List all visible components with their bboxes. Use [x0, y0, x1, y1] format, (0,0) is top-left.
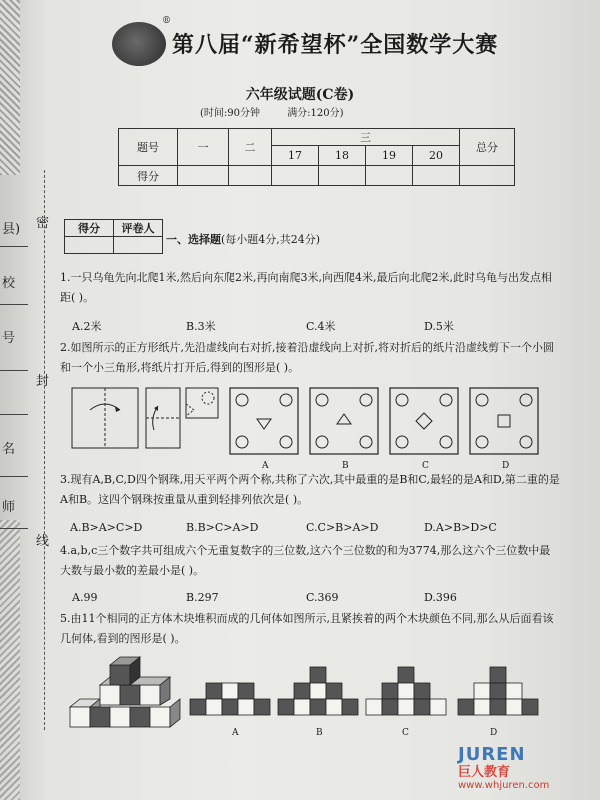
section-heading: [166, 231, 320, 247]
q2-option-c-figure[interactable]: [390, 388, 458, 454]
side-line: [0, 414, 28, 415]
score-sub-18: 18: [319, 146, 366, 166]
watermark-url: www.whjuren.com: [458, 780, 550, 791]
q3-option-c[interactable]: C.C>B>A>D: [306, 521, 379, 534]
watermark: [458, 744, 588, 791]
score-cell[interactable]: [319, 166, 366, 186]
score-col-3: 三: [272, 129, 460, 146]
q1-option-c[interactable]: C.4米: [306, 320, 336, 333]
q2-option-b-figure[interactable]: [310, 388, 378, 454]
q2-label-a: A: [262, 461, 269, 471]
score-sub-20: 20: [413, 146, 460, 166]
question-2: 2.如图所示的正方形纸片,先沿虚线向右对折,接着沿虚线向上对折,将对折后的纸片沿虚线剪下一个小圆和一个小三角形,将纸片打开后,得到的图形是( )。: [60, 341, 554, 374]
cube-stack: [70, 657, 180, 727]
watermark-cn: 巨人教育: [458, 765, 511, 780]
border-pattern-bottom: [0, 520, 20, 800]
q2-label-c: C: [422, 461, 429, 471]
fold-step-3: [186, 388, 218, 418]
side-number: 号: [2, 331, 16, 346]
exam-info: [200, 104, 368, 119]
q2-label-b: B: [342, 461, 349, 471]
page-title: 第八届“新希望杯”全国数学大赛: [172, 32, 499, 58]
fold-step-2: [146, 388, 180, 448]
q4-option-d[interactable]: D.396: [424, 591, 457, 604]
side-name: 名: [2, 442, 16, 457]
q3-option-d[interactable]: D.A>B>D>C: [424, 521, 497, 534]
seal-mi: 密: [36, 216, 50, 231]
grader-score-label: 得分: [65, 220, 114, 237]
question-1: 1.一只乌龟先向北爬1米,然后向东爬2米,再向南爬3米,向西爬4米,最后向北爬2米,此时乌龟与出发点相距( )。: [60, 271, 552, 304]
q3-option-a[interactable]: A.B>A>C>D: [70, 521, 143, 534]
seal-line: [44, 170, 45, 730]
watermark-brand: JUREN: [458, 744, 526, 765]
question-3: 3.现有A,B,C,D四个钢珠,用天平两个两个称,共称了六次,其中最重的是B和C,最轻的是A和D,第二重的是A和B。这四个钢珠按重量从重到轻排列依次是( )。: [60, 473, 560, 506]
q2-option-a-figure[interactable]: [230, 388, 298, 454]
section-title: 一、选择题: [166, 233, 221, 246]
q4-option-b[interactable]: B.297: [186, 591, 219, 604]
score-cell[interactable]: [229, 166, 272, 186]
seal-feng: 封: [36, 374, 50, 389]
exam-full-score: 满分:120分): [287, 108, 344, 119]
side-line: [0, 246, 28, 247]
question-5: 5.由11个相同的正方体木块堆积而成的几何体如图所示,且紧挨着的两个木块颜色不同,那么从后面看该几何体,看到的图形是( )。: [60, 612, 554, 645]
registered-mark: ®: [162, 16, 171, 26]
exam-subtitle: 六年级试题(C卷): [245, 87, 355, 103]
side-teacher: 师: [2, 500, 16, 515]
q4-option-c[interactable]: C.369: [306, 591, 339, 604]
question-4: 4.a,b,c三个数字共可组成六个无重复数字的三位数,这六个三位数的和为3774,那么这六个三位数中最大数与最小数的差最小是( )。: [60, 544, 551, 577]
score-table: [118, 128, 515, 186]
exam-time: (时间:90分钟: [200, 108, 260, 119]
side-school: 校: [2, 276, 16, 291]
side-line: [0, 528, 28, 529]
score-row-head: 得分: [119, 166, 178, 186]
score-cell[interactable]: [366, 166, 413, 186]
side-line: [0, 370, 28, 371]
q5-label-b: B: [316, 728, 323, 738]
score-cell[interactable]: [460, 166, 515, 186]
q5-label-c: C: [402, 728, 409, 738]
q1-option-d[interactable]: D.5米: [424, 320, 454, 333]
side-county: 县): [2, 222, 21, 237]
score-total: 总分: [460, 129, 515, 166]
seal-xian: 线: [36, 534, 50, 549]
q5-label-d: D: [490, 728, 498, 738]
q2-figure: [72, 386, 532, 466]
grader-name-cell[interactable]: [114, 237, 163, 254]
score-sub-17: 17: [272, 146, 319, 166]
score-col-1: 一: [178, 129, 229, 166]
grader-table: [64, 219, 163, 254]
q5-label-a: A: [232, 728, 239, 738]
contest-logo: [112, 22, 166, 66]
q5-figure: [70, 655, 550, 735]
score-cell[interactable]: [178, 166, 229, 186]
side-line: [0, 476, 28, 477]
q5-option-c-figure[interactable]: [366, 667, 446, 715]
q5-option-b-figure[interactable]: [278, 667, 358, 715]
q3-option-b[interactable]: B.B>C>A>D: [186, 521, 259, 534]
q2-option-d-figure[interactable]: [470, 388, 538, 454]
score-cell[interactable]: [272, 166, 319, 186]
q1-option-b[interactable]: B.3米: [186, 320, 216, 333]
q4-option-a[interactable]: A.99: [72, 591, 98, 604]
score-sub-19: 19: [366, 146, 413, 166]
q5-option-a-figure[interactable]: [190, 683, 270, 715]
score-col-2: 二: [229, 129, 272, 166]
q5-option-d-figure[interactable]: [458, 667, 538, 715]
q1-option-a[interactable]: A.2米: [72, 320, 102, 333]
grader-label: 评卷人: [114, 220, 163, 237]
score-table-head: 题号: [119, 129, 178, 166]
score-cell[interactable]: [413, 166, 460, 186]
fold-step-1: [72, 388, 138, 448]
grader-score-cell[interactable]: [65, 237, 114, 254]
side-line: [0, 304, 28, 305]
q2-label-d: D: [502, 461, 510, 471]
section-note: (每小题4分,共24分): [221, 233, 321, 246]
